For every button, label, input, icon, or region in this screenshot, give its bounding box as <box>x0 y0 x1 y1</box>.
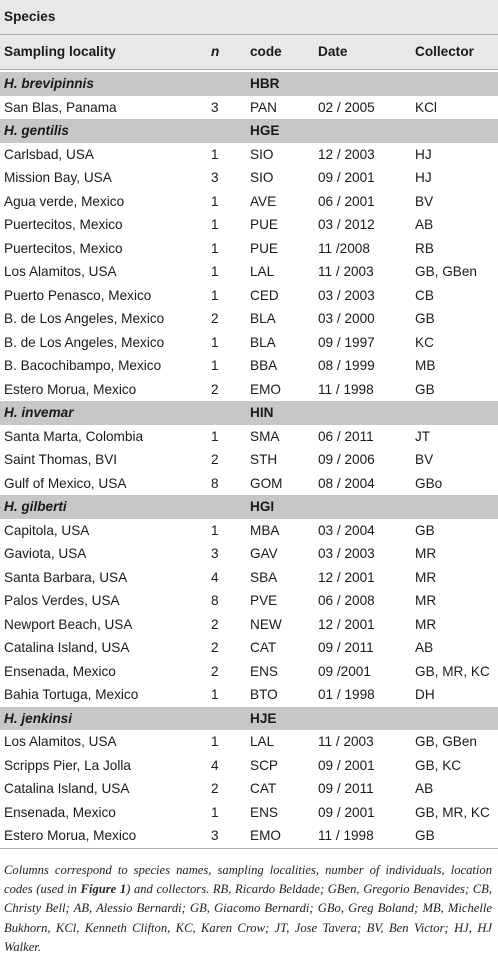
table-body <box>0 70 498 848</box>
cell-locality: Los Alamitos, USA <box>4 264 117 279</box>
cell-date: 09 / 2011 <box>318 640 374 655</box>
cell-collector: AB <box>415 781 434 796</box>
cell-date: 11 / 2003 <box>318 264 374 279</box>
cell-locality: B. Bacochibampo, Mexico <box>4 358 162 373</box>
cell-n: 1 <box>211 146 219 162</box>
cell-code: SBA <box>250 569 278 585</box>
cell-code: MBA <box>250 522 280 538</box>
species-code: HJE <box>250 710 277 726</box>
cell-n: 2 <box>211 640 219 655</box>
table-row <box>0 754 498 778</box>
cell-date: 03 / 2003 <box>318 287 375 303</box>
cell-n: 1 <box>211 358 219 373</box>
cell-code: CAT <box>250 781 277 796</box>
cell-code: SCP <box>250 757 278 773</box>
cell-n: 3 <box>211 546 219 561</box>
cell-code: ENS <box>250 804 278 820</box>
cell-n: 2 <box>211 452 219 467</box>
cell-collector: DH <box>415 687 435 702</box>
species-row <box>0 401 498 425</box>
cell-collector: BV <box>415 452 434 467</box>
cell-locality: Puertecitos, Mexico <box>4 217 123 232</box>
table-row <box>0 683 498 707</box>
table-row <box>0 284 498 308</box>
cell-collector: GB <box>415 381 435 397</box>
cell-date: 11 / 1998 <box>318 381 374 397</box>
species-code: HBR <box>250 76 280 91</box>
cell-locality: Estero Morua, Mexico <box>4 828 137 843</box>
cell-collector: GBo <box>415 475 443 491</box>
figure-reference-link[interactable]: Figure 1 <box>80 881 127 896</box>
table-row <box>0 331 498 355</box>
cell-locality: Ensenada, Mexico <box>4 663 116 679</box>
cell-date: 03 / 2003 <box>318 546 375 561</box>
column-header-n: n <box>211 44 220 59</box>
table-row <box>0 96 498 120</box>
cell-n: 3 <box>211 170 219 185</box>
cell-date: 11 / 2003 <box>318 734 374 749</box>
cell-n: 1 <box>211 287 219 303</box>
cell-code: SIO <box>250 146 274 162</box>
cell-locality: Carlsbad, USA <box>4 146 94 162</box>
table-header <box>0 0 498 69</box>
header-species-title: Species <box>4 9 56 24</box>
cell-code: PUE <box>250 240 278 256</box>
cell-n: 8 <box>211 475 219 491</box>
table-bottom-divider <box>0 848 498 849</box>
cell-code: BBA <box>250 358 278 373</box>
cell-date: 03 / 2004 <box>318 522 375 538</box>
cell-collector: HJ <box>415 146 432 162</box>
table-row <box>0 260 498 284</box>
cell-collector: MR <box>415 593 437 608</box>
cell-code: BLA <box>250 334 276 350</box>
cell-code: PAN <box>250 99 277 115</box>
table-row <box>0 566 498 590</box>
cell-collector: HJ <box>415 170 432 185</box>
cell-locality: Gulf of Mexico, USA <box>4 475 127 491</box>
caption-text-before: Columns correspond to species names, sampling localities, number of individuals, location codes (used in <box>4 862 492 896</box>
cell-collector: CB <box>415 287 434 303</box>
cell-locality: Agua verde, Mexico <box>4 193 125 209</box>
cell-locality: Gaviota, USA <box>4 546 87 561</box>
cell-locality: Estero Morua, Mexico <box>4 381 137 397</box>
species-name: H. invemar <box>4 405 74 420</box>
species-row <box>0 707 498 731</box>
cell-collector: GB <box>415 828 435 843</box>
cell-n: 1 <box>211 428 219 444</box>
cell-date: 11 /2008 <box>318 240 370 256</box>
cell-code: CAT <box>250 640 277 655</box>
cell-date: 03 / 2012 <box>318 217 375 232</box>
cell-date: 12 / 2001 <box>318 616 375 632</box>
table-row <box>0 378 498 402</box>
cell-date: 09 / 2001 <box>318 804 375 820</box>
cell-n: 1 <box>211 522 219 538</box>
cell-n: 4 <box>211 757 219 773</box>
cell-code: PVE <box>250 593 278 608</box>
cell-locality: San Blas, Panama <box>4 99 117 115</box>
table-row <box>0 472 498 496</box>
cell-locality: Palos Verdes, USA <box>4 593 120 608</box>
species-row <box>0 495 498 519</box>
cell-date: 11 / 1998 <box>318 828 374 843</box>
species-row <box>0 119 498 143</box>
cell-collector: KCl <box>415 99 437 115</box>
cell-n: 1 <box>211 734 219 749</box>
cell-date: 03 / 2000 <box>318 311 375 326</box>
cell-code: STH <box>250 452 278 467</box>
cell-n: 8 <box>211 593 219 608</box>
cell-collector: KC <box>415 334 434 350</box>
cell-date: 06 / 2008 <box>318 593 375 608</box>
cell-locality: Saint Thomas, BVI <box>4 452 118 467</box>
cell-locality: Catalina Island, USA <box>4 781 130 796</box>
species-name: H. gilberti <box>4 499 67 514</box>
cell-collector: GB <box>415 311 435 326</box>
cell-n: 1 <box>211 193 219 209</box>
cell-n: 1 <box>211 217 219 232</box>
table-row <box>0 824 498 848</box>
cell-n: 1 <box>211 240 219 256</box>
cell-locality: Santa Marta, Colombia <box>4 428 144 444</box>
cell-date: 09 / 2011 <box>318 781 374 796</box>
column-header-locality: Sampling locality <box>4 44 116 59</box>
table-row <box>0 307 498 331</box>
cell-n: 2 <box>211 311 219 326</box>
table-row <box>0 354 498 378</box>
cell-collector: AB <box>415 217 434 232</box>
cell-code: CED <box>250 287 279 303</box>
cell-code: SIO <box>250 170 274 185</box>
column-header-date: Date <box>318 44 348 59</box>
cell-code: EMO <box>250 828 281 843</box>
cell-n: 4 <box>211 569 219 585</box>
cell-date: 09 / 2001 <box>318 170 375 185</box>
cell-collector: MB <box>415 358 436 373</box>
cell-locality: B. de Los Angeles, Mexico <box>4 311 165 326</box>
cell-code: ENS <box>250 663 278 679</box>
cell-locality: Puertecitos, Mexico <box>4 240 123 256</box>
table-row <box>0 636 498 660</box>
cell-locality: Newport Beach, USA <box>4 616 133 632</box>
cell-date: 08 / 1999 <box>318 358 375 373</box>
cell-date: 09 / 2006 <box>318 452 375 467</box>
cell-locality: Los Alamitos, USA <box>4 734 117 749</box>
species-name: H. jenkinsi <box>4 710 72 726</box>
cell-collector: MR <box>415 569 437 585</box>
cell-date: 09 / 1997 <box>318 334 375 350</box>
table-row <box>0 801 498 825</box>
cell-collector: BV <box>415 193 434 209</box>
cell-locality: Scripps Pier, La Jolla <box>4 757 131 773</box>
species-code: HGI <box>250 499 275 514</box>
table-row <box>0 730 498 754</box>
cell-date: 02 / 2005 <box>318 99 375 115</box>
table-caption <box>0 849 498 958</box>
column-header-collector: Collector <box>415 44 474 59</box>
species-code: HGE <box>250 123 280 138</box>
cell-code: LAL <box>250 264 275 279</box>
species-row <box>0 72 498 96</box>
caption-text-after: ) and collectors. RB, Ricardo Beldade; GBen, Gregorio Benavides; CB, Christy Bell; AB, Alessio Bernardi; GB, Giacomo Bernardi; GBo, Greg Boland; MB, Michelle Bukhorn, KCl, Kenneth Clifton, KC, Karen Crow; JT, Jose Tavera; BV, Ben Victor; HJ, HJ Walker. <box>4 881 492 955</box>
cell-n: 1 <box>211 687 219 702</box>
table-row <box>0 425 498 449</box>
column-header-row <box>0 35 498 69</box>
cell-locality: Puerto Penasco, Mexico <box>4 287 152 303</box>
table-row <box>0 448 498 472</box>
cell-collector: RB <box>415 240 434 256</box>
cell-collector: JT <box>415 428 431 444</box>
cell-locality: Mission Bay, USA <box>4 170 112 185</box>
cell-n: 1 <box>211 264 219 279</box>
cell-collector: GB, GBen <box>415 734 477 749</box>
cell-collector: GB, MR, KC <box>415 804 490 820</box>
table-row <box>0 613 498 637</box>
cell-n: 2 <box>211 616 219 632</box>
cell-locality: B. de Los Angeles, Mexico <box>4 334 165 350</box>
cell-date: 12 / 2001 <box>318 569 375 585</box>
cell-code: AVE <box>250 193 277 209</box>
cell-collector: GB, MR, KC <box>415 663 490 679</box>
cell-date: 08 / 2004 <box>318 475 375 491</box>
table-row <box>0 143 498 167</box>
cell-locality: Catalina Island, USA <box>4 640 130 655</box>
table-row <box>0 542 498 566</box>
species-name: H. brevipinnis <box>4 76 94 91</box>
cell-n: 2 <box>211 663 219 679</box>
cell-n: 1 <box>211 804 219 820</box>
cell-date: 06 / 2001 <box>318 193 375 209</box>
cell-n: 2 <box>211 781 219 796</box>
cell-collector: GB <box>415 522 435 538</box>
table-row <box>0 190 498 214</box>
cell-locality: Capitola, USA <box>4 522 90 538</box>
table-row <box>0 166 498 190</box>
cell-n: 1 <box>211 334 219 350</box>
cell-date: 12 / 2003 <box>318 146 375 162</box>
cell-collector: GB, GBen <box>415 264 477 279</box>
table-row <box>0 660 498 684</box>
cell-code: LAL <box>250 734 275 749</box>
cell-code: SMA <box>250 428 280 444</box>
table-row <box>0 589 498 613</box>
cell-date: 09 / 2001 <box>318 757 375 773</box>
cell-code: BTO <box>250 687 278 702</box>
cell-locality: Santa Barbara, USA <box>4 569 128 585</box>
species-name: H. gentilis <box>4 123 69 138</box>
table-row <box>0 213 498 237</box>
species-code: HIN <box>250 405 274 420</box>
cell-code: EMO <box>250 381 281 397</box>
cell-collector: MR <box>415 546 437 561</box>
cell-locality: Ensenada, Mexico <box>4 804 116 820</box>
cell-collector: MR <box>415 616 437 632</box>
cell-code: GAV <box>250 546 278 561</box>
table-row <box>0 777 498 801</box>
cell-n: 3 <box>211 828 219 843</box>
cell-date: 06 / 2011 <box>318 428 374 444</box>
cell-locality: Bahia Tortuga, Mexico <box>4 687 139 702</box>
table-row <box>0 237 498 261</box>
cell-date: 09 /2001 <box>318 663 371 679</box>
cell-collector: GB, KC <box>415 757 462 773</box>
table-row <box>0 519 498 543</box>
cell-code: PUE <box>250 217 278 232</box>
cell-n: 3 <box>211 99 219 115</box>
cell-n: 2 <box>211 381 219 397</box>
cell-date: 01 / 1998 <box>318 687 375 702</box>
cell-code: BLA <box>250 311 276 326</box>
cell-collector: AB <box>415 640 434 655</box>
header-title-row <box>0 0 498 34</box>
cell-code: GOM <box>250 475 283 491</box>
column-header-code: code <box>250 44 282 59</box>
cell-code: NEW <box>250 616 282 632</box>
